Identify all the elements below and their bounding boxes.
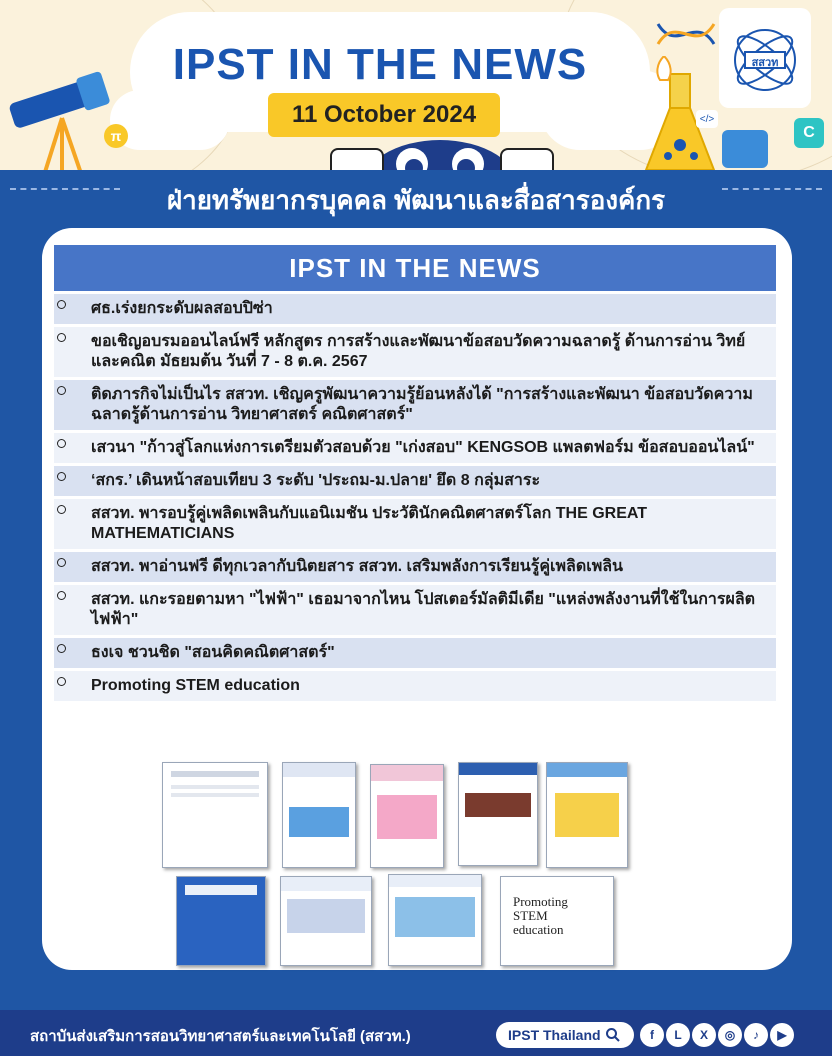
news-item[interactable] bbox=[54, 552, 776, 582]
news-thumbnail[interactable] bbox=[162, 762, 268, 868]
search-pill[interactable] bbox=[496, 1022, 634, 1048]
rocket-icon bbox=[652, 56, 676, 86]
code-icon: </> bbox=[696, 110, 718, 128]
news-thumbnail[interactable] bbox=[280, 876, 372, 966]
ipst-logo-text: สสวท bbox=[751, 57, 779, 69]
pi-icon: π bbox=[104, 124, 128, 148]
news-thumbnail[interactable] bbox=[546, 762, 628, 868]
news-item-title: ‘สกร.’ เดินหน้าสอบเทียบ 3 ระดับ 'ประถม-ม.ปลาย' ยึด 8 กลุ่มสาระ bbox=[91, 472, 541, 489]
news-item[interactable] bbox=[54, 585, 776, 635]
news-item[interactable] bbox=[54, 294, 776, 324]
header-banner bbox=[0, 0, 832, 190]
news-item[interactable] bbox=[54, 327, 776, 377]
bullet-icon bbox=[57, 505, 66, 514]
news-item-title: ขอเชิญอบรมออนไลน์ฟรี หลักสูตร การสร้างและพัฒนาข้อสอบวัดความฉลาดรู้ ด้านการอ่าน วิทย์ และคณิต มัธยมต้น วันที่ 7 - 8 ต.ค. 2567 bbox=[91, 333, 746, 370]
stem-thumbnail-title: Promoting STEM education bbox=[513, 894, 568, 937]
news-thumbnail[interactable] bbox=[388, 874, 482, 966]
news-item-title: สสวท. พาอ่านฟรี ดีทุกเวลากับนิตยสาร สสวท. เสริมพลังการเรียนรู้คู่เพลิดเพลิน bbox=[91, 558, 623, 575]
news-item[interactable] bbox=[54, 466, 776, 496]
news-list bbox=[54, 294, 776, 704]
bullet-icon bbox=[57, 644, 66, 653]
bullet-icon bbox=[57, 591, 66, 600]
ipst-logo bbox=[719, 8, 811, 108]
line-icon[interactable]: L bbox=[666, 1023, 690, 1047]
bullet-icon bbox=[57, 386, 66, 395]
news-item-title: ศธ.เร่งยกระดับผลสอบปิซ่า bbox=[91, 300, 273, 317]
bullet-icon bbox=[57, 472, 66, 481]
news-item-title: สสวท. พารอบรู้คู่เพลิดเพลินกับแอนิเมชัน ประวัตินักคณิตศาสตร์โลก THE GREAT MATHEMATICIANS bbox=[91, 505, 648, 542]
bullet-icon bbox=[57, 300, 66, 309]
news-item-title: สสวท. แกะรอยตามหา "ไฟฟ้า" เธอมาจากไหน โปสเตอร์มัลติมีเดีย "แหล่งพลังงานที่ใช้ในการผลิตไฟฟ้า" bbox=[91, 591, 756, 628]
news-thumbnail-stem[interactable] bbox=[500, 876, 614, 966]
youtube-icon[interactable]: ▶ bbox=[770, 1023, 794, 1047]
news-thumbnail[interactable] bbox=[370, 764, 444, 868]
c-letter-icon: C bbox=[794, 118, 824, 148]
news-item[interactable] bbox=[54, 499, 776, 549]
news-item-title: ธงเจ ชวนชิด "สอนคิดคณิตศาสตร์" bbox=[91, 644, 335, 661]
tiktok-icon[interactable]: ♪ bbox=[744, 1023, 768, 1047]
news-item-title: ติดภารกิจไม่เป็นไร สสวท. เชิญครูพัฒนาความรู้ย้อนหลังได้ "การสร้างและพัฒนา ข้อสอบวัดความฉลาดรู้ด้านการอ่าน วิทยาศาสตร์ คณิตศาสตร์" bbox=[91, 386, 753, 423]
footer-institute: สถาบันส่งเสริมการสอนวิทยาศาสตร์และเทคโนโลยี (สสวท.) bbox=[30, 1028, 411, 1045]
news-thumbnail[interactable] bbox=[458, 762, 538, 866]
department-name: ฝ่ายทรัพยากรบุคคล พัฒนาและสื่อสารองค์กร bbox=[166, 185, 666, 215]
x-icon[interactable]: X bbox=[692, 1023, 716, 1047]
instagram-icon[interactable]: ◎ bbox=[718, 1023, 742, 1047]
news-thumbnail[interactable] bbox=[282, 762, 356, 868]
bullet-icon bbox=[57, 677, 66, 686]
news-item[interactable] bbox=[54, 638, 776, 668]
search-label: IPST Thailand bbox=[508, 1027, 601, 1043]
news-item[interactable] bbox=[54, 433, 776, 463]
search-icon bbox=[605, 1027, 621, 1043]
page-title: IPST IN THE NEWS bbox=[172, 40, 588, 89]
bullet-icon bbox=[57, 558, 66, 567]
news-table-heading: IPST IN THE NEWS bbox=[54, 245, 776, 291]
news-item-title: Promoting STEM education bbox=[91, 677, 300, 694]
news-date: 11 October 2024 bbox=[268, 93, 500, 137]
news-item[interactable] bbox=[54, 671, 776, 701]
calculator-icon bbox=[722, 130, 768, 168]
bullet-icon bbox=[57, 333, 66, 342]
news-thumbnail[interactable] bbox=[176, 876, 266, 966]
dna-icon bbox=[656, 14, 716, 54]
facebook-icon[interactable]: f bbox=[640, 1023, 664, 1047]
bullet-icon bbox=[57, 439, 66, 448]
news-item-title: เสวนา "ก้าวสู่โลกแห่งการเตรียมตัวสอบด้วย "เก่งสอบ" KENGSOB แพลตฟอร์ม ข้อสอบออนไลน์" bbox=[91, 439, 755, 456]
news-item[interactable] bbox=[54, 380, 776, 430]
